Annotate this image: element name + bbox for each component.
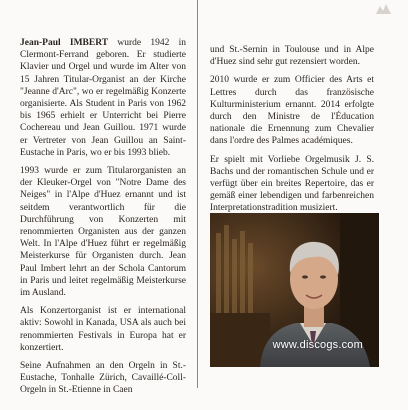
biography-paragraph-4: Seine Aufnahmen an den Orgeln in St.-Eustache, Tonhalle Zürich, Cavaillé-Coll-Orgeln in St.-Etienne in Caen (20, 361, 186, 396)
biography-paragraph-6: 2010 wurde er zum Officier des Arts et Lettres durch das französische Kulturministerium ernannt. 2014 erfolgte durch den Ministre de l'Éducation nationale die Ernennung zum Chevalier dans l'ordre des Palmes académiques. (210, 75, 374, 147)
portrait-photo (210, 213, 379, 367)
corner-logo-icon (375, 2, 392, 14)
column-divider (197, 0, 198, 388)
biography-paragraph-1-text: wurde 1942 in Clermont-Ferrand geboren. Er studierte Klavier und Orgel und wurde im Alter von 15 Jahren Titular-Organist an der Kirche "Jeanne d'Arc", wo er regelmäßig Konzerte organisierte. Als Student in Paris von 1962 bis 1965 erhielt er Unterricht bei Pierre Cochereau und Jean Guillou. 1971 wurde er Vertreter von Jean Guillou an Saint-Eustache in Paris, wo er bis 1993 blieb. (20, 38, 186, 158)
right-column (210, 0, 374, 221)
biography-paragraph-5: und St.-Sernin in Toulouse und in Alpe d'Huez sind sehr gut rezensiert worden. (210, 45, 374, 68)
artist-name: Jean-Paul IMBERT (20, 38, 109, 48)
discogs-watermark: www.discogs.com (272, 339, 363, 351)
biography-paragraph-7: Er spielt mit Vorliebe Orgelmusik J. S. Bachs und der romantischen Schule und er verfügt über ein breites Repertoire, das er gemäß einer lebendigen und farbenreichen Interpretationstradition musiziert. (210, 154, 374, 214)
left-column (20, 0, 186, 403)
biography-paragraph-2: 1993 wurde er zum Titularorganisten an der Kleuker-Orgel von "Notre Dame des Neiges" in l'Alpe d'Huez ernannt und ist seitdem verantwortlich für die Durchführung von Konzerten mit renommierten Organisten aus der ganzen Welt. In l'Alpe d'Huez führt er regelmäßig Meisterkurse für Organisten durch. Jean Paul Imbert lehrt an der Schola Cantorum in Paris und leitet regelmäßig Meisterkurse im Ausland. (20, 166, 186, 299)
biography-paragraph-3: Als Konzertorganist ist er international aktiv: Sowohl in Kanada, USA als auch bei renommierten Festivals in Europa hat er konzertiert. (20, 306, 186, 353)
biography-paragraph-1 (20, 37, 186, 159)
